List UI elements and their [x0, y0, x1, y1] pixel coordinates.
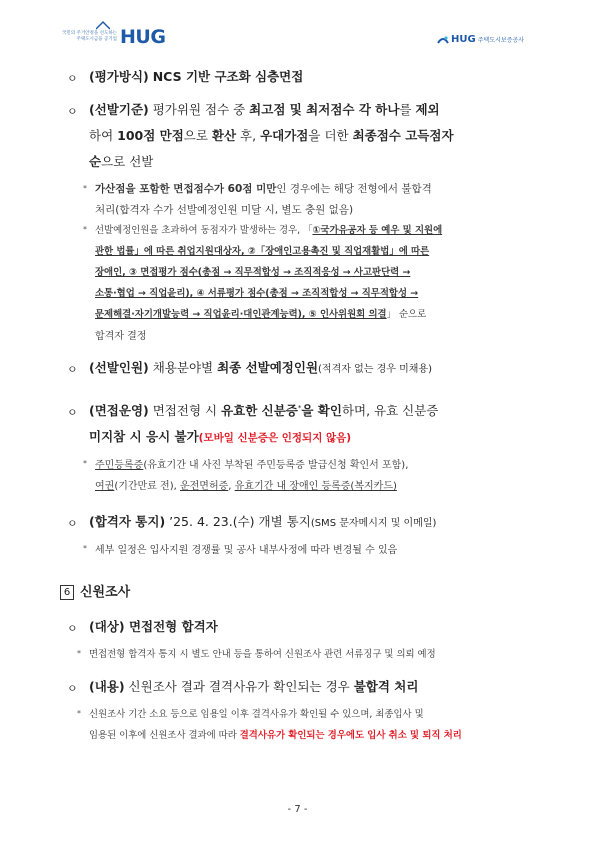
- selection-line-3: [89, 152, 153, 170]
- headcount-paren: (적격자 없는 경우 미채용): [318, 364, 432, 375]
- selection-label: (선발기준): [89, 102, 149, 117]
- logo-right-sub: 주택도시보증공사: [477, 37, 525, 44]
- selection-emphasis: 최고점 및 최저점수 각 하나: [249, 102, 400, 117]
- selection-emphasis: 100점 만점: [117, 128, 184, 143]
- logo-tagline-line2: 주택도시금융 공기업: [76, 37, 118, 42]
- bullet-marker: ㅇ: [67, 72, 78, 85]
- note-star: *: [83, 225, 87, 234]
- logo-brand-text: HUG: [120, 26, 166, 48]
- bullet-marker: ㅇ: [67, 622, 78, 635]
- method-text: NCS 기반 구조화 심층면접: [152, 69, 304, 84]
- page-number: - 7 -: [287, 804, 308, 815]
- notice-line: [89, 512, 436, 530]
- section-number: 6: [60, 585, 74, 600]
- notice-text: ’25. 4. 23.(수) 개별 통지: [165, 514, 311, 529]
- note-text: 임용된 이후에 신원조사 결과에 따라: [89, 730, 240, 741]
- section-heading: [60, 581, 130, 600]
- note-text: 선발예정인원을 초과하여 동점자가 발생하는 경우, 「: [95, 225, 313, 236]
- id-type: 유효기간 내 장애인 등록증(복지카드): [234, 481, 397, 492]
- selection-text: 를: [399, 102, 416, 117]
- selection-note2-line4: 소통·협업 → 직업윤리), ④ 서류평가 점수(총점 → 조직적합성 → 직무적합성 →: [95, 288, 419, 299]
- selection-text: 후,: [236, 128, 261, 143]
- notice-note: 세부 일정은 입사지원 경쟁률 및 공사 내부사정에 따라 변경될 수 있음: [95, 545, 398, 556]
- house-roof-icon: [96, 20, 110, 30]
- content-label: (내용): [89, 679, 125, 694]
- selection-emphasis: 순: [89, 154, 102, 169]
- note-star: *: [83, 544, 87, 553]
- selection-note2-line6: 합격자 결정: [95, 331, 147, 342]
- logo-right-brand: HUG: [451, 34, 476, 45]
- selection-line-2: [89, 126, 454, 144]
- id-type: 주민등록증: [95, 460, 144, 471]
- headcount-text: 채용분야별: [152, 360, 218, 375]
- selection-emphasis: 제외: [415, 102, 440, 117]
- target-line: [89, 617, 218, 635]
- target-note: 면접전형 합격자 통지 시 별도 안내 등을 통하여 신원조사 관련 서류징구 및 의뢰 예정: [89, 649, 436, 660]
- selection-text: 평가위원 점수 중: [152, 102, 250, 117]
- note-star: *: [83, 184, 87, 193]
- operation-text: 하며, 유효 신분증: [341, 403, 439, 418]
- selection-note2-line1: [95, 222, 442, 236]
- id-type: 여권: [95, 481, 115, 492]
- note-text: 인 경우에는 해당 전형에서 불합격: [276, 183, 432, 195]
- page-header: [0, 0, 595, 62]
- operation-label: (면접운영): [89, 403, 149, 418]
- operation-warning: (모바일 신분증은 인정되지 않음): [198, 432, 352, 444]
- note-text: ,: [228, 481, 235, 492]
- note-text: 」 순으로: [386, 309, 427, 320]
- method-label: (평가방식): [89, 69, 149, 84]
- operation-line-1: [89, 401, 438, 419]
- selection-note1-line1: [95, 181, 432, 196]
- headcount-label: (선발인원): [89, 360, 149, 375]
- selection-note2-line2: 관한 법률」에 따른 취업지원대상자, ②「장애인고용촉진 및 직업재활법」에 따른: [95, 246, 430, 257]
- section-title: 신원조사: [80, 585, 131, 600]
- note-warning: 결격사유가 확인되는 경우에도 입사 취소 및 퇴직 처리: [239, 730, 462, 741]
- id-type: 운전면허증: [179, 481, 229, 492]
- note-star: *: [83, 459, 87, 468]
- headcount-emphasis: 최종 선발예정인원: [217, 360, 319, 375]
- selection-emphasis: 환산: [211, 128, 237, 143]
- operation-note-line1: [95, 456, 408, 471]
- note-star: *: [77, 709, 81, 718]
- selection-emphasis: 최종점수 고득점자: [352, 128, 454, 143]
- hug-logo-left: [62, 26, 165, 48]
- operation-note-line2: [95, 477, 397, 492]
- hug-logo-right: [437, 34, 524, 45]
- note-star: *: [77, 649, 81, 658]
- bullet-marker: ㅇ: [67, 517, 78, 530]
- content-line: [89, 677, 418, 695]
- selection-emphasis: 우대가점: [260, 128, 309, 143]
- note-emphasis: 문제해결·자기개발능력 → 직업윤리·대인관계능력), ⑤ 인사위원회 의결: [95, 309, 387, 320]
- selection-note1-line2: 처리(합격자 수가 선발예정인원 미달 시, 별도 충원 없음): [95, 204, 354, 216]
- content-text: 신원조사 결과 결격사유가 확인되는 경우: [124, 679, 354, 694]
- target-text: 면접전형 합격자: [128, 619, 218, 634]
- selection-note2-line5: [95, 306, 426, 320]
- headcount-line: [89, 358, 432, 376]
- note-text: (유효기간 내 사진 부착된 주민등록증 발급신청 확인서 포함),: [143, 460, 409, 471]
- logo-tagline-line1: 국민의 주거안정을 선도하는: [62, 31, 118, 36]
- bullet-marker: ㅇ: [67, 406, 78, 419]
- target-label: (대상): [89, 619, 125, 634]
- logo-tagline: [62, 31, 117, 43]
- bullet-marker: ㅇ: [67, 363, 78, 376]
- notice-label: (합격자 통지): [89, 514, 166, 529]
- selection-line-1: [89, 100, 440, 118]
- selection-text: 으로: [183, 128, 212, 143]
- operation-emphasis: 미지참 시 응시 불가: [89, 429, 199, 444]
- operation-text: 면접전형 시: [152, 403, 222, 418]
- selection-note2-line3: 장애인, ③ 면접평가 점수(총점 → 직무적합성 → 조직적응성 → 사고판단력 →: [95, 267, 411, 278]
- notice-paren: (SMS 문자메시지 및 이메일): [310, 518, 437, 529]
- hug-mark-icon: [437, 35, 449, 45]
- note-text: (기간만료 전),: [114, 481, 180, 492]
- content-note-line2: [89, 727, 462, 741]
- bullet-marker: ㅇ: [67, 105, 78, 118]
- selection-text: 을 더한: [308, 128, 353, 143]
- selection-text: 으로 선발: [101, 154, 154, 169]
- bullet-marker: ㅇ: [67, 682, 78, 695]
- operation-line-2: [89, 427, 351, 445]
- content-emphasis: 불합격 처리: [353, 679, 419, 694]
- note-emphasis: ①국가유공자 등 예우 및 지원에: [312, 225, 443, 236]
- note-emphasis: 가산점을 포함한 면접점수가 60점 미만: [95, 183, 277, 195]
- operation-emphasis: 유효한 신분증: [221, 403, 298, 418]
- selection-text: 하여: [89, 128, 118, 143]
- method-line: [89, 67, 303, 85]
- content-note-line1: 신원조사 기간 소요 등으로 임용일 이후 결격사유가 확인될 수 있으며, 최종입사 및: [89, 709, 424, 720]
- footnote-marker: *: [297, 403, 302, 412]
- operation-emphasis: 을 확인: [301, 403, 342, 418]
